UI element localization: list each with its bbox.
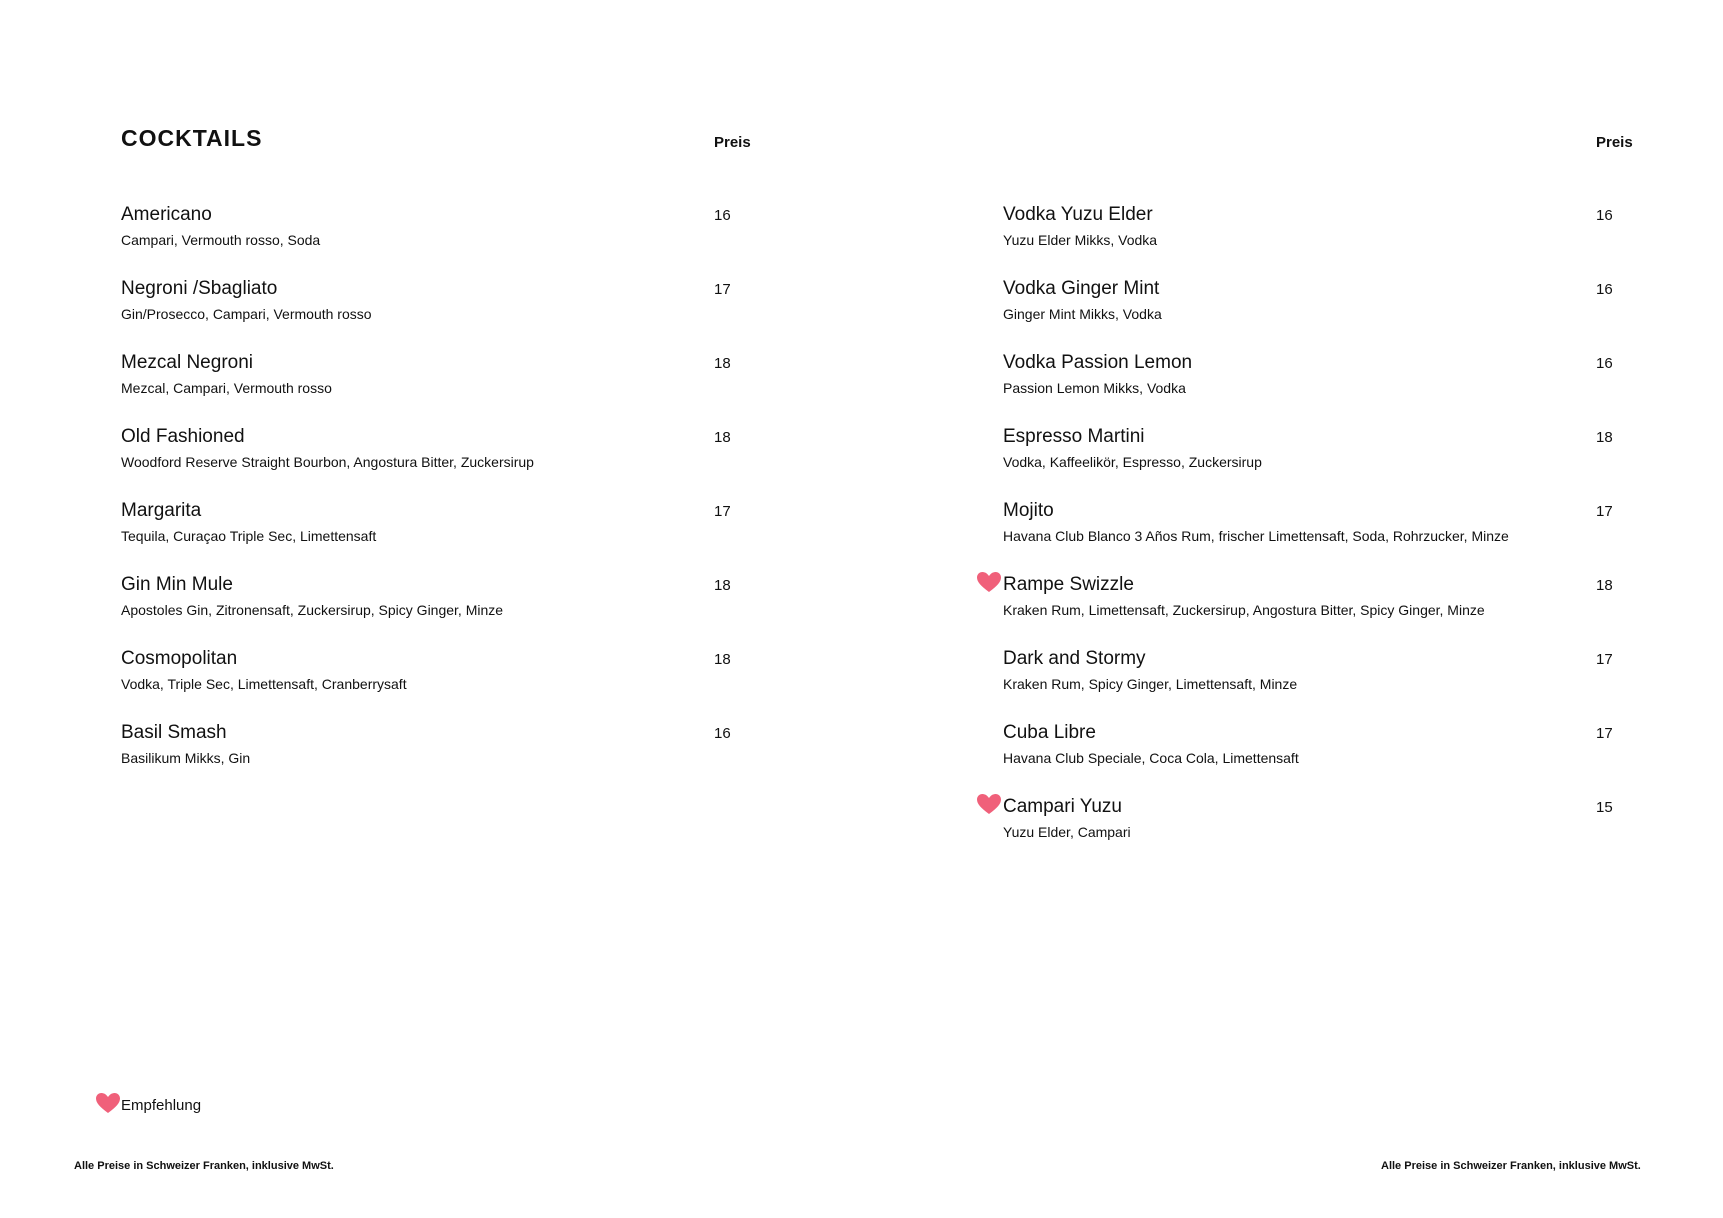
- menu-column-left: [121, 202, 761, 794]
- item-name: Gin Min Mule: [121, 574, 233, 595]
- heart-icon: [976, 793, 1002, 815]
- menu-item: [1003, 350, 1643, 424]
- menu-item: [1003, 202, 1643, 276]
- footnote-left: Alle Preise in Schweizer Franken, inklusive MwSt.: [74, 1160, 334, 1172]
- menu-item: [121, 276, 761, 350]
- item-price: 17: [714, 503, 731, 520]
- item-name: Basil Smash: [121, 722, 227, 743]
- menu-item: [121, 202, 761, 276]
- item-name: Americano: [121, 204, 212, 225]
- item-price: 16: [714, 725, 731, 742]
- item-price: 16: [1596, 281, 1613, 298]
- item-name: Mojito: [1003, 500, 1054, 521]
- menu-item: [121, 572, 761, 646]
- menu-item: [121, 720, 761, 794]
- item-description: Vodka, Kaffeelikör, Espresso, Zuckersirup: [1003, 454, 1262, 470]
- item-price: 18: [1596, 577, 1613, 594]
- item-description: Passion Lemon Mikks, Vodka: [1003, 380, 1186, 396]
- item-description: Havana Club Blanco 3 Años Rum, frischer Limettensaft, Soda, Rohrzucker, Minze: [1003, 528, 1509, 544]
- item-price: 17: [1596, 651, 1613, 668]
- item-price: 17: [1596, 725, 1613, 742]
- item-name: Rampe Swizzle: [1003, 574, 1134, 595]
- item-name: Margarita: [121, 500, 202, 521]
- legend-label: Empfehlung: [121, 1097, 202, 1114]
- item-description: Havana Club Speciale, Coca Cola, Limettensaft: [1003, 750, 1299, 766]
- price-header-right: Preis: [1596, 134, 1633, 151]
- item-description: Apostoles Gin, Zitronensaft, Zuckersirup, Spicy Ginger, Minze: [121, 602, 504, 618]
- menu-item: [1003, 424, 1643, 498]
- menu-column-right: [1003, 202, 1643, 868]
- item-name: Old Fashioned: [121, 426, 245, 447]
- item-price: 16: [1596, 207, 1613, 224]
- item-name: Dark and Stormy: [1003, 648, 1146, 669]
- item-name: Vodka Passion Lemon: [1003, 352, 1193, 373]
- item-name: Mezcal Negroni: [121, 352, 253, 373]
- item-price: 18: [714, 429, 731, 446]
- item-price: 17: [1596, 503, 1613, 520]
- item-name: Vodka Yuzu Elder: [1003, 204, 1153, 225]
- item-name: Vodka Ginger Mint: [1003, 278, 1160, 299]
- item-name: Cuba Libre: [1003, 722, 1096, 743]
- menu-item: [1003, 276, 1643, 350]
- item-description: Mezcal, Campari, Vermouth rosso: [121, 380, 332, 396]
- item-description: Yuzu Elder Mikks, Vodka: [1003, 232, 1158, 248]
- item-price: 16: [714, 207, 731, 224]
- item-description: Yuzu Elder, Campari: [1003, 824, 1131, 840]
- item-price: 15: [1596, 799, 1613, 816]
- heart-icon: [95, 1092, 121, 1114]
- item-description: Kraken Rum, Limettensaft, Zuckersirup, Angostura Bitter, Spicy Ginger, Minze: [1003, 602, 1485, 618]
- item-description: Tequila, Curaçao Triple Sec, Limettensaft: [121, 528, 377, 544]
- item-name: Cosmopolitan: [121, 648, 238, 669]
- item-price: 18: [714, 577, 731, 594]
- item-name: Negroni /Sbagliato: [121, 278, 278, 299]
- item-price: 18: [1596, 429, 1613, 446]
- item-price: 18: [714, 651, 731, 668]
- item-description: Vodka, Triple Sec, Limettensaft, Cranberrysaft: [121, 676, 407, 692]
- menu-item: [121, 646, 761, 720]
- menu-item: [1003, 720, 1643, 794]
- item-description: Campari, Vermouth rosso, Soda: [121, 232, 321, 248]
- menu-item: [1003, 646, 1643, 720]
- item-description: Basilikum Mikks, Gin: [121, 750, 251, 766]
- price-header-left: Preis: [714, 134, 751, 151]
- item-description: Ginger Mint Mikks, Vodka: [1003, 306, 1162, 322]
- item-description: Woodford Reserve Straight Bourbon, Angostura Bitter, Zuckersirup: [121, 454, 534, 470]
- menu-item: [1003, 498, 1643, 572]
- menu-item: [121, 350, 761, 424]
- item-name: Campari Yuzu: [1003, 796, 1122, 817]
- heart-icon: [976, 571, 1002, 593]
- item-description: Gin/Prosecco, Campari, Vermouth rosso: [121, 306, 372, 322]
- menu-item: [121, 498, 761, 572]
- item-name: Espresso Martini: [1003, 426, 1145, 447]
- menu-item: [1003, 794, 1643, 868]
- item-price: 16: [1596, 355, 1613, 372]
- menu-item: [121, 424, 761, 498]
- page-title: COCKTAILS: [121, 125, 263, 151]
- footnote-right: Alle Preise in Schweizer Franken, inklusive MwSt.: [1381, 1160, 1641, 1172]
- item-price: 18: [714, 355, 731, 372]
- item-description: Kraken Rum, Spicy Ginger, Limettensaft, Minze: [1003, 676, 1298, 692]
- item-price: 17: [714, 281, 731, 298]
- menu-item: [1003, 572, 1643, 646]
